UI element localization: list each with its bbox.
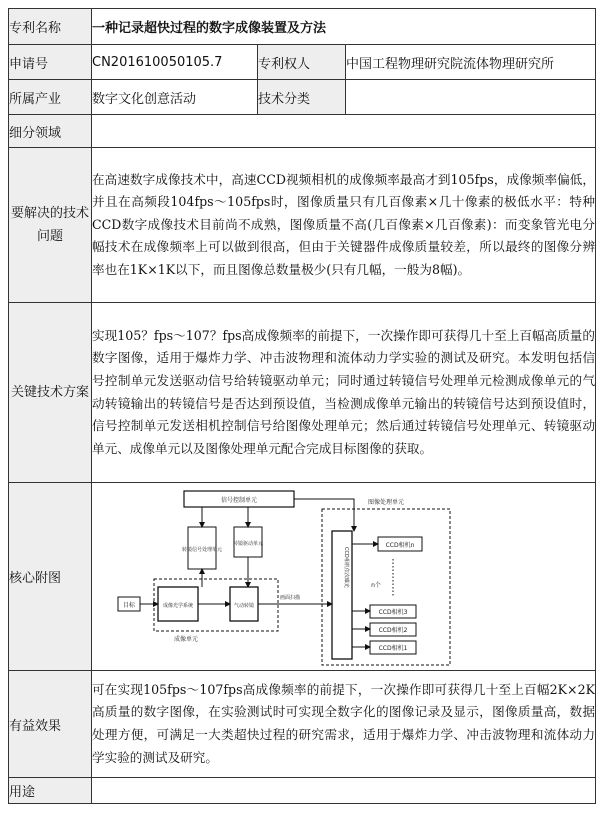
label-solution: 关键技术方案: [9, 303, 92, 483]
label-problem: 要解决的技术问题: [9, 148, 92, 303]
patentee-value: 中国工程物理研究院流体物理研究所: [346, 45, 596, 80]
signal-control-label: 信号控制单元: [220, 496, 257, 504]
label-application-no: 申请号: [9, 45, 92, 80]
optics-label: 成像光学系统: [162, 602, 193, 609]
camera-1-label: CCD相机1: [378, 644, 407, 652]
camera-n-label: CCD相机n: [385, 541, 414, 549]
image-processing-label: 图像处理单元: [367, 498, 404, 506]
imaging-unit-label: 成像单元: [173, 635, 198, 643]
problem-text: 在高速数字成像技术中，高速CCD视频相机的成像频率最高才到105fps，成像频率偏低，并且在高频段104fps～105fps时，图像质量只有几百像素×几十像素的极低水平：特种CCD数字成像技术目前尚不成熟，图像质量不高(几百像素×几百像素)：而变象管光电分幅技术在成像频率上可以做到很高，但由于关键器件成像质量较差，所以最终的图像分辨率也在1K×1K以下，而且图像总数量极少(只有几幅，一般为8幅)。: [92, 148, 596, 303]
effect-text: 可在实现105fps～107fps高成像频率的前提下，一次操作即可获得几十至上百幅2K×2K高质量的数字图像，在实验测试时可实现全数字化的图像记录及显示，图像质量高，数据处理方便，可满足一大类超快过程的研究需求，适用于爆炸力学、冲击波物理和流体动力学实验的测试及研究。: [92, 671, 596, 778]
label-sub-field: 细分领域: [9, 115, 92, 148]
mirror-drive-label: 转镜驱动单元: [232, 540, 263, 547]
usage-value: [92, 778, 596, 804]
sweep-line-label: 画面扫描: [279, 594, 300, 601]
core-figure-diagram: [114, 487, 574, 667]
solution-text: 实现105？fps～107？fps高成像频率的前提下，一次操作即可获得几十至上百幅高质量的数字图像，适用于爆炸力学、冲击波物理和流体动力学实验的测试及研究。本发明包括信号控制单元发送驱动信号给转镜驱动单元；同时通过转镜信号处理单元检测成像单元的气动转镜输出的转镜信号是否达到预设值，当检测成像单元输出的转镜信号达到预设值时，信号控制单元发送相机控制信号给图像处理单元；然后通过转镜信号处理单元、转镜驱动单元、成像单元以及图像处理单元配合完成目标图像的获取。: [92, 303, 596, 483]
target-label: 目标: [122, 601, 135, 609]
tech-class-value: [346, 80, 596, 115]
label-patentee: 专利权人: [258, 45, 346, 80]
camera-2-label: CCD相机2: [378, 626, 407, 634]
patent-info-table: [8, 8, 596, 804]
ccd-column-label: CCD相机依次曝光: [342, 546, 349, 588]
mirror-signal-label: 转镜信号处理单元: [181, 546, 222, 553]
n-count-label: n个: [370, 581, 381, 589]
label-tech-class: 技术分类: [258, 80, 346, 115]
sub-field-value: [92, 115, 596, 148]
core-figure-cell: [92, 483, 596, 671]
label-effect: 有益效果: [9, 671, 92, 778]
rotating-mirror-label: 气动转镜: [233, 602, 254, 609]
camera-3-label: CCD相机3: [378, 608, 407, 616]
application-no-value: CN201610050105.7: [92, 45, 258, 80]
industry-value: 数字文化创意活动: [92, 80, 258, 115]
diagram-connectors: [140, 499, 393, 647]
label-patent-name: 专利名称: [9, 9, 92, 45]
label-industry: 所属产业: [9, 80, 92, 115]
label-usage: 用途: [9, 778, 92, 804]
label-figure: 核心附图: [9, 483, 92, 671]
patent-name-value: 一种记录超快过程的数字成像装置及方法: [92, 9, 596, 45]
